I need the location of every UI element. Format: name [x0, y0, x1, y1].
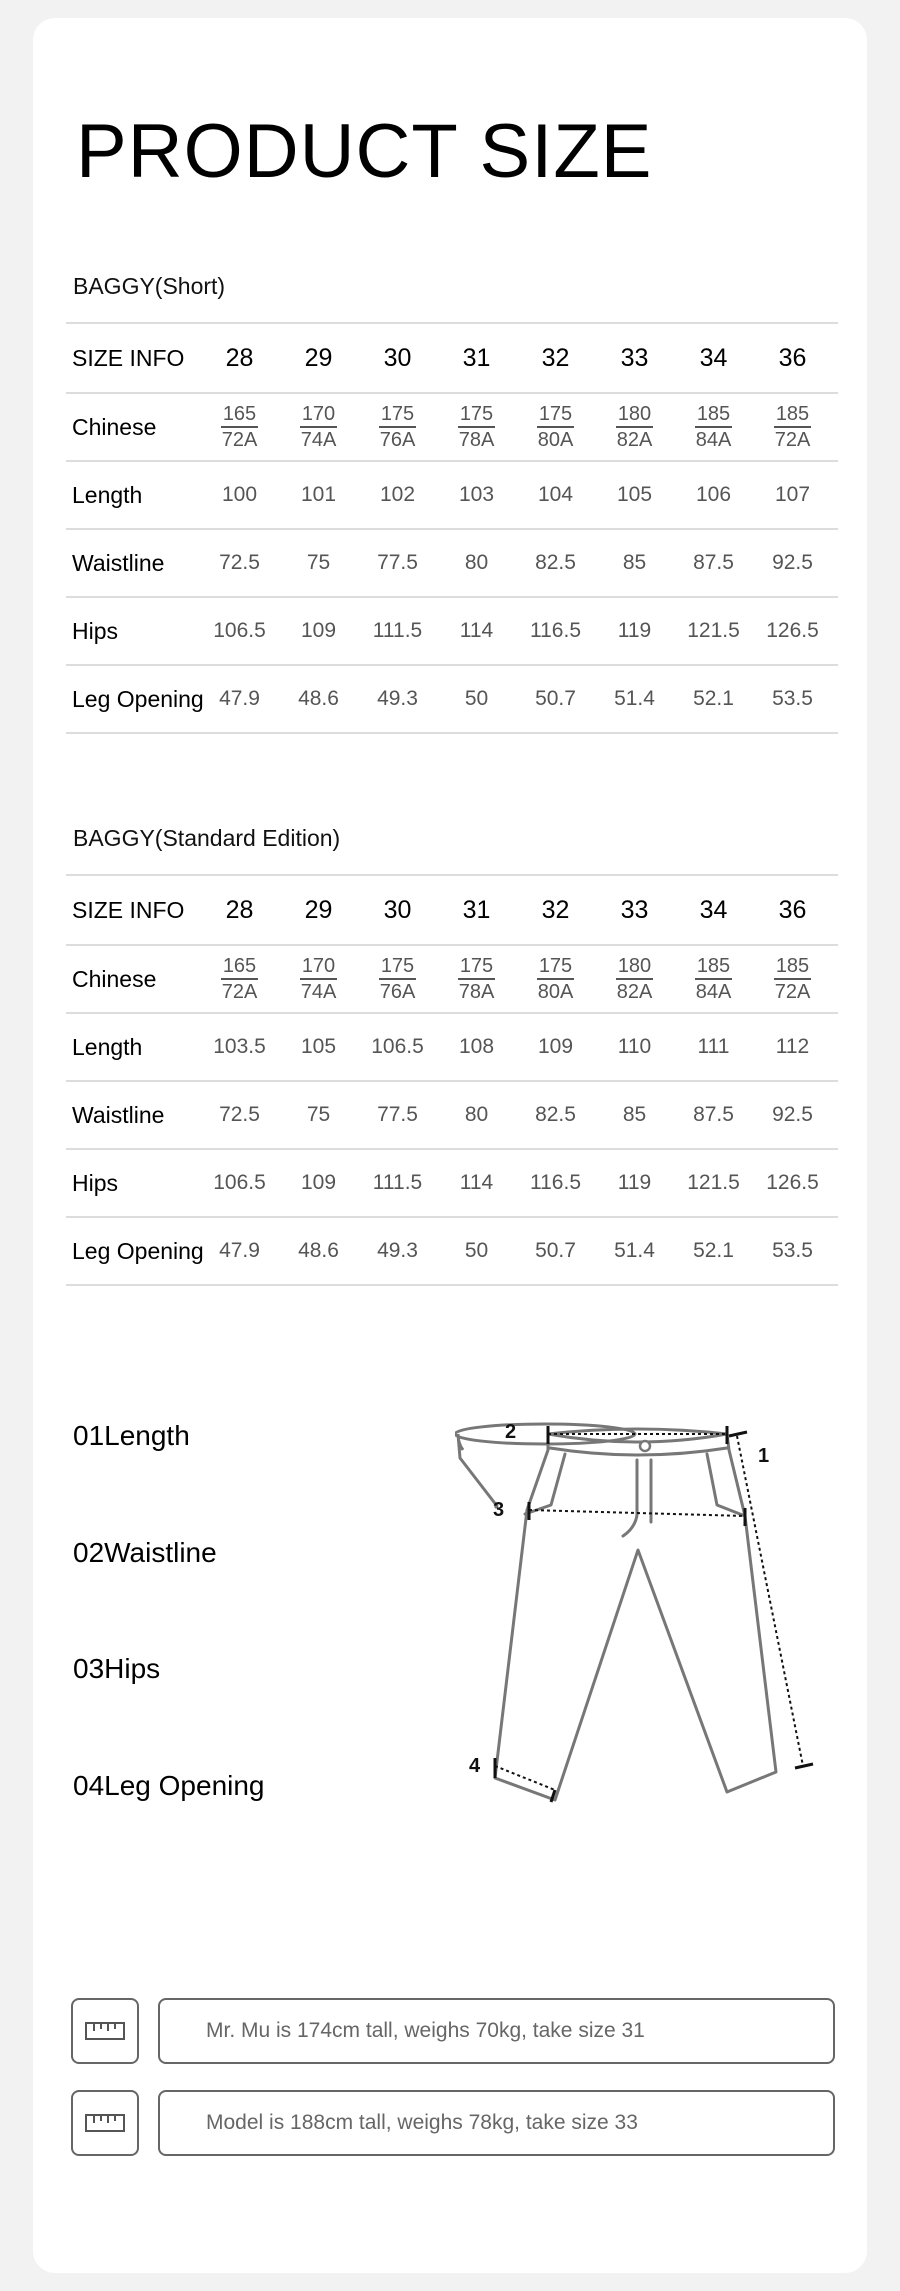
table-row-chinese: [66, 394, 838, 462]
model-note-1: [71, 1998, 835, 2066]
table-row: [66, 1082, 838, 1150]
table-cell: 105: [616, 483, 653, 506]
chinese-waist: 82A: [616, 981, 653, 1003]
chinese-height: 170: [300, 402, 337, 428]
chinese-size-cell: [279, 954, 358, 1004]
table-row: [66, 1150, 838, 1218]
table-cell: 53.5: [772, 1239, 813, 1262]
chinese-size-cell: [595, 954, 674, 1004]
legend-length: 01Length: [73, 1420, 190, 1451]
chinese-waist: 72A: [774, 429, 811, 451]
table-row: [66, 666, 838, 734]
table-cell: 126.5: [766, 1171, 819, 1194]
chinese-waist: 72A: [774, 981, 811, 1003]
marker-2: 2: [505, 1421, 517, 1443]
table-row: [66, 462, 838, 530]
table-cell: 111: [697, 1035, 730, 1058]
row-label: Chinese: [72, 413, 157, 440]
chinese-size-cell: [674, 402, 753, 452]
table-cell: 51.4: [614, 687, 655, 710]
row-label: SIZE INFO: [72, 344, 185, 371]
table-cell: 53.5: [772, 687, 813, 710]
chinese-height: 175: [379, 954, 416, 980]
ruler-icon: [71, 1998, 139, 2064]
table-cell: 104: [537, 483, 574, 506]
size-header-cell: 31: [462, 343, 491, 372]
model-note-text: Mr. Mu is 174cm tall, weighs 70kg, take size 31: [158, 1998, 835, 2064]
page-title: PRODUCT SIZE: [76, 109, 653, 194]
model-note-text: Model is 188cm tall, weighs 78kg, take size 33: [158, 2090, 835, 2156]
table-cell: 111.5: [372, 619, 423, 642]
chinese-height: 185: [774, 402, 811, 428]
chinese-size-cell: [516, 402, 595, 452]
chinese-waist: 74A: [300, 429, 337, 451]
table-cell: 109: [537, 1035, 574, 1058]
table-cell: 80: [464, 551, 489, 574]
table-cell: 109: [300, 619, 337, 642]
table-row-chinese: [66, 946, 838, 1014]
row-label: Length: [72, 481, 143, 508]
table-cell: 121.5: [687, 1171, 740, 1194]
table-header-row: [66, 876, 838, 946]
chinese-waist: 72A: [221, 429, 258, 451]
row-label: Length: [72, 1033, 143, 1060]
chinese-size-cell: [753, 402, 832, 452]
chinese-size-cell: [200, 954, 279, 1004]
table-cell: 100: [221, 483, 258, 506]
ruler-icon: [71, 2090, 139, 2156]
chinese-height: 180: [616, 954, 653, 980]
chinese-waist: 80A: [537, 429, 574, 451]
row-label: SIZE INFO: [72, 896, 185, 923]
chinese-waist: 82A: [616, 429, 653, 451]
chinese-size-cell: [516, 954, 595, 1004]
chinese-height: 185: [774, 954, 811, 980]
table-cell: 103: [458, 483, 495, 506]
chinese-size-cell: [437, 954, 516, 1004]
chinese-height: 175: [458, 402, 495, 428]
pants-measurement-diagram: [455, 1410, 835, 1830]
table-cell: 101: [300, 483, 337, 506]
table-cell: 119: [617, 619, 652, 642]
row-label: Waistline: [72, 1101, 165, 1128]
chinese-size-cell: [358, 954, 437, 1004]
size-header-cell: 36: [778, 343, 807, 372]
size-header-cell: 30: [383, 343, 412, 372]
table-cell: 92.5: [772, 551, 813, 574]
table-cell: 87.5: [693, 551, 734, 574]
size-header-cell: 28: [225, 343, 254, 372]
table-cell: 85: [622, 1103, 647, 1126]
table-cell: 103.5: [213, 1035, 266, 1058]
table-cell: 50: [464, 687, 489, 710]
table-cell: 112: [775, 1035, 810, 1058]
table-cell: 121.5: [687, 619, 740, 642]
chinese-size-cell: [753, 954, 832, 1004]
row-label: Leg Opening: [72, 1237, 204, 1264]
row-label: Chinese: [72, 965, 157, 992]
size-header-cell: 28: [225, 895, 254, 924]
pants-outline: [458, 1434, 497, 1508]
chinese-height: 165: [221, 954, 258, 980]
table-title-standard: BAGGY(Standard Edition): [73, 825, 341, 851]
table-cell: 116.5: [530, 1171, 581, 1194]
table-cell: 108: [458, 1035, 495, 1058]
chinese-waist: 72A: [221, 981, 258, 1003]
size-header-cell: 32: [541, 343, 570, 372]
chinese-waist: 78A: [458, 429, 495, 451]
size-header-cell: 29: [304, 343, 333, 372]
table-cell: 110: [617, 1035, 652, 1058]
row-label: Hips: [72, 1169, 119, 1196]
chinese-size-cell: [279, 402, 358, 452]
table-cell: 105: [300, 1035, 337, 1058]
table-cell: 106.5: [213, 619, 266, 642]
table-cell: 114: [459, 619, 494, 642]
chinese-waist: 74A: [300, 981, 337, 1003]
chinese-waist: 80A: [537, 981, 574, 1003]
table-cell: 49.3: [377, 1239, 418, 1262]
chinese-size-cell: [674, 954, 753, 1004]
table-header-row: [66, 324, 838, 394]
table-cell: 82.5: [535, 551, 576, 574]
waistband-band: [548, 1434, 727, 1442]
size-header-cell: 36: [778, 895, 807, 924]
table-cell: 102: [379, 483, 416, 506]
chinese-waist: 76A: [379, 981, 416, 1003]
table-cell: 52.1: [693, 1239, 734, 1262]
leg-measure: [495, 1766, 555, 1790]
table-title-short: BAGGY(Short): [73, 273, 226, 299]
marker-4: 4: [469, 1755, 481, 1777]
table-cell: 51.4: [614, 1239, 655, 1262]
table-cell: 47.9: [219, 1239, 260, 1262]
table-cell: 75: [306, 1103, 331, 1126]
chinese-height: 185: [695, 954, 732, 980]
row-label: Leg Opening: [72, 685, 204, 712]
size-header-cell: 34: [699, 343, 728, 372]
table-row: [66, 530, 838, 598]
table-cell: 50.7: [535, 687, 576, 710]
table-cell: 50: [464, 1239, 489, 1262]
chinese-height: 185: [695, 402, 732, 428]
table-row: [66, 1014, 838, 1082]
table-cell: 77.5: [377, 551, 418, 574]
size-header-cell: 31: [462, 895, 491, 924]
chinese-waist: 84A: [695, 429, 732, 451]
legend-leg-opening: 04Leg Opening: [73, 1770, 265, 1801]
table-cell: 48.6: [298, 687, 339, 710]
table-cell: 107: [774, 483, 811, 506]
table-cell: 82.5: [535, 1103, 576, 1126]
right-pocket: [707, 1454, 745, 1516]
legend-hips: 03Hips: [73, 1653, 161, 1684]
chinese-height: 175: [537, 402, 574, 428]
chinese-size-cell: [437, 402, 516, 452]
legend-waistline: 02Waistline: [73, 1537, 217, 1568]
size-table-standard: [66, 874, 838, 1286]
chinese-height: 180: [616, 402, 653, 428]
chinese-height: 165: [221, 402, 258, 428]
size-header-cell: 34: [699, 895, 728, 924]
chinese-height: 175: [537, 954, 574, 980]
chinese-waist: 78A: [458, 981, 495, 1003]
chinese-waist: 76A: [379, 429, 416, 451]
table-cell: 106.5: [213, 1171, 266, 1194]
chinese-height: 175: [379, 402, 416, 428]
chinese-size-cell: [358, 402, 437, 452]
table-cell: 109: [300, 1171, 337, 1194]
table-cell: 52.1: [693, 687, 734, 710]
table-cell: 72.5: [219, 1103, 260, 1126]
table-cell: 75: [306, 551, 331, 574]
table-cell: 111.5: [372, 1171, 423, 1194]
table-cell: 87.5: [693, 1103, 734, 1126]
button-icon: [640, 1441, 650, 1451]
table-cell: 106: [695, 483, 732, 506]
table-cell: 114: [459, 1171, 494, 1194]
table-cell: 72.5: [219, 551, 260, 574]
table-cell: 119: [617, 1171, 652, 1194]
waistband-inner: [550, 1448, 727, 1455]
size-header-cell: 32: [541, 895, 570, 924]
chinese-height: 175: [458, 954, 495, 980]
table-cell: 116.5: [530, 619, 581, 642]
table-cell: 48.6: [298, 1239, 339, 1262]
size-header-cell: 33: [620, 895, 649, 924]
table-cell: 77.5: [377, 1103, 418, 1126]
marker-1: 1: [758, 1445, 770, 1467]
table-cell: 126.5: [766, 619, 819, 642]
size-header-cell: 33: [620, 343, 649, 372]
chinese-size-cell: [200, 402, 279, 452]
table-cell: 106.5: [371, 1035, 424, 1058]
table-cell: 85: [622, 551, 647, 574]
table-cell: 92.5: [772, 1103, 813, 1126]
table-cell: 47.9: [219, 687, 260, 710]
model-note-2: [71, 2090, 835, 2158]
table-cell: 80: [464, 1103, 489, 1126]
marker-3: 3: [493, 1499, 505, 1521]
chinese-size-cell: [595, 402, 674, 452]
row-label: Waistline: [72, 549, 165, 576]
fly-line: [623, 1460, 637, 1536]
chinese-waist: 84A: [695, 981, 732, 1003]
table-cell: 49.3: [377, 687, 418, 710]
row-label: Hips: [72, 617, 119, 644]
size-header-cell: 30: [383, 895, 412, 924]
size-table-short: [66, 322, 838, 734]
table-row: [66, 598, 838, 666]
chinese-height: 170: [300, 954, 337, 980]
table-row: [66, 1218, 838, 1286]
table-cell: 50.7: [535, 1239, 576, 1262]
size-header-cell: 29: [304, 895, 333, 924]
